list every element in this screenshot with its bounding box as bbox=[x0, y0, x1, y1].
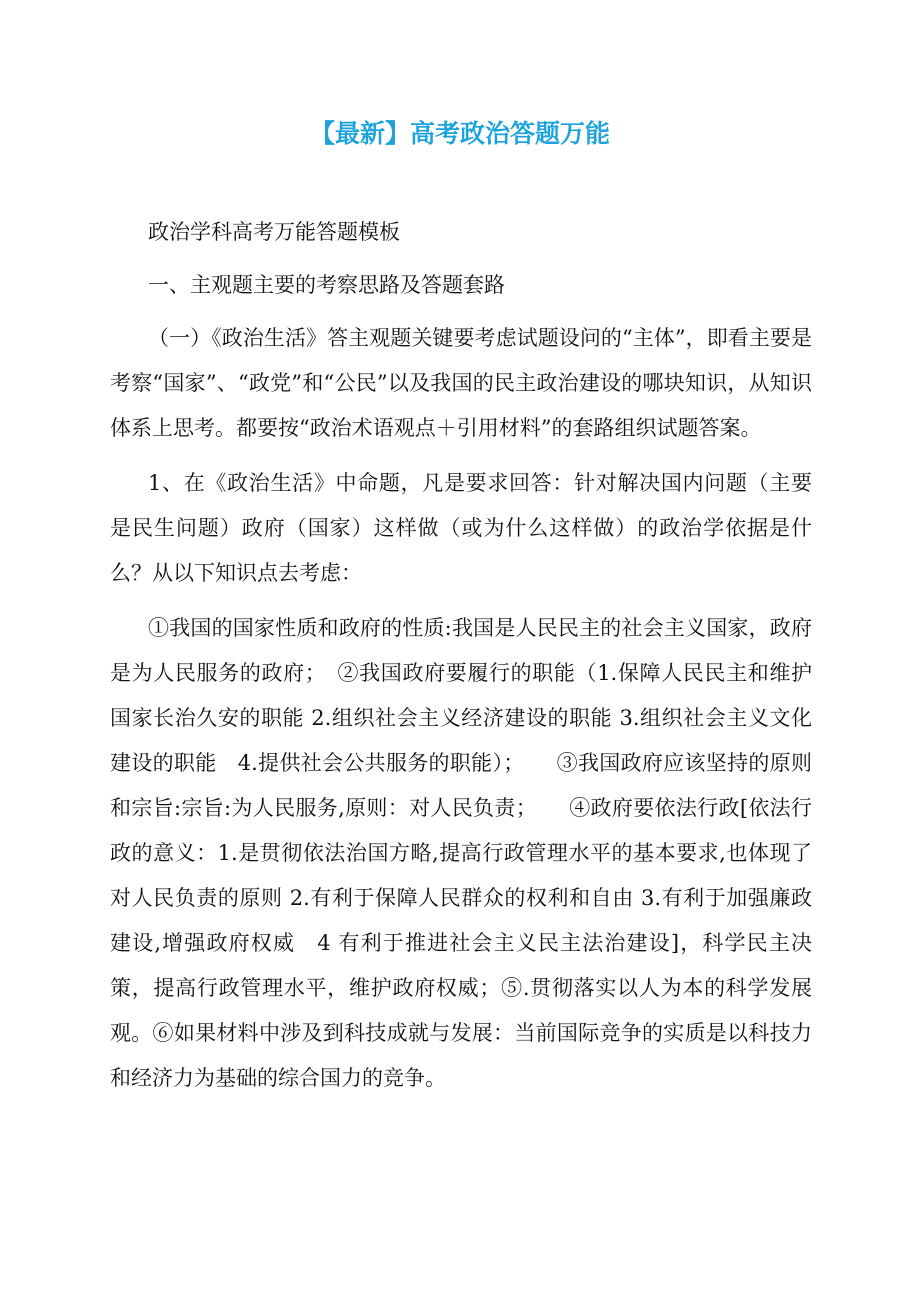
paragraph-knowledge-points: ①我国的国家性质和政府的性质:我国是人民民主的社会主义国家，政府是为人民服务的政府； ②我国政府要履行的职能（1.保障人民民主和维护国家长治久安的职能 2.组织社会主义经济建设的职能 3.组织社会主义文化建设的职能 4.提供社会公共服务的职能）； ③我国政府应该坚持的原则和宗旨:宗旨:为人民服务,原则：对人民负责； ④政府要依法行政[依法行政的意义：1.是贯彻依法治国方略,提高行政管理水平的基本要求,也体现了对人民负责的原则 2.有利于保障人民群众的权利和自由 3.有利于加强廉政建设,增强政府权威 4 有利于推进社会主义民主法治建设]，科学民主决策，提高行政管理水平，维护政府权威；⑤.贯彻落实以人为本的科学发展观。⑥如果材料中涉及到科技成就与发展：当前国际竞争的实质是以科技力和经济力为基础的综合国力的竞争。 bbox=[110, 616, 812, 1090]
section-heading: 一、主观题主要的考察思路及答题套路 bbox=[148, 273, 505, 297]
paragraph-politics-life: （一）《政治生活》答主观题关键要考虑试题设问的“主体”，即看主要是考察“国家”、“政党”和“公民”以及我国的民主政治建设的哪块知识，从知识体系上思考。都要按“政治术语观点＋引用材料”的套路组织试题答案。 bbox=[110, 326, 812, 440]
document-body bbox=[110, 210, 812, 1111]
subject-heading: 政治学科高考万能答题模板 bbox=[148, 220, 400, 244]
paragraph-question-1: 1、在《政治生活》中命题，凡是要求回答：针对解决国内问题（主要是民生问题）政府（国家）这样做（或为什么这样做）的政治学依据是什么？从以下知识点去考虑： bbox=[110, 471, 812, 585]
document-title: 【最新】高考政治答题万能 bbox=[309, 119, 610, 148]
